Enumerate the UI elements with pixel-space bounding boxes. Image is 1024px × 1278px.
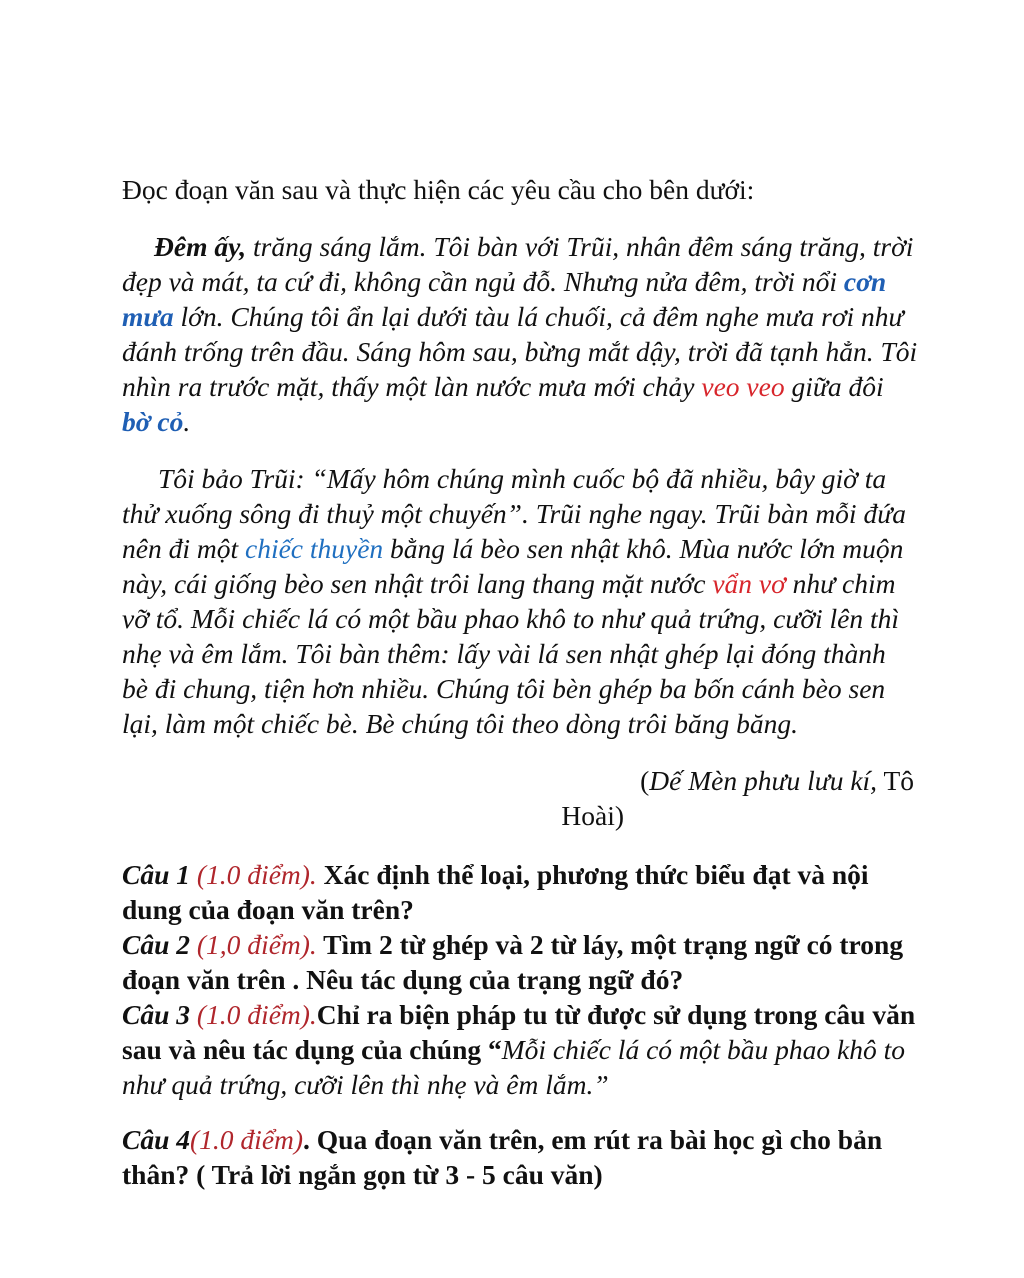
passage-text: bằng lá bèo sen nhật khô. Mùa nước lớn muộn này, cái giống bèo sen nhật trôi lang thang mặt nước [122,533,904,599]
question-points: (1.0 điểm). [190,859,317,890]
passage-text: lớn. Chúng tôi ẩn lại dưới tàu lá chuối, cả đêm nghe mưa rơi như đánh trống trên đầu. Sáng hôm sau, bừng mắt dậy, trời đã tạnh hẳn. Tôi nhìn ra trước mặt, thấy một làn nước mưa mới chảy [122,301,918,402]
questions-section [122,857,918,1192]
question-points: (1,0 điểm). [190,929,317,960]
passage-text: như chim vỡ tổ. Mỗi chiếc lá có một bầu phao khô to như quả trứng, cưỡi lên thì nhẹ và êm lắm. Tôi bàn thêm: lấy vài lá sen nhật ghép lại đóng thành bè đi chung, tiện hơn nhiều. Chúng tôi bèn ghép ba bốn cánh bèo sen lại, làm một chiếc bè. Bè chúng tôi theo dòng trôi băng băng. [122,568,900,739]
passage-paragraph-2 [122,461,918,741]
question-3 [122,997,918,1102]
question-number: Câu 2 [122,929,191,960]
highlight-chiec-thuyen: chiếc thuyền [244,533,384,564]
passage-text: giữa đôi [784,371,884,402]
question-number: Câu 4 [122,1124,191,1155]
passage-paragraph-1 [122,229,918,439]
document-page [122,172,918,1192]
question-points: (1.0 điểm) [190,1124,304,1155]
source-author: Tô [877,765,914,796]
passage-lead-bold: Đêm ấy, [154,231,247,262]
highlight-bo-co: bờ cỏ [122,406,184,437]
question-4 [122,1122,918,1192]
passage-text: Tôi bảo Trũi: “Mấy hôm chúng mình cuốc bộ đã nhiều, bây giờ ta thử xuống sông đi thuỷ một chuyến”. Trũi nghe ngay. Trũi bàn mỗi đứa nên đi một [122,463,906,564]
question-number: Câu 3 [122,999,191,1030]
instruction-text: Đọc đoạn văn sau và thực hiện các yêu cầu cho bên dưới: [122,174,755,205]
question-text: Xác định thể loại, phương thức biểu đạt và nội dung của đoạn văn trên? [122,859,869,925]
question-text: . Qua đoạn văn trên, em rút ra bài học gì cho bản thân? ( Trả lời ngắn gọn từ 3 - 5 câu văn) [122,1124,883,1190]
source-line-1: (Dế Mèn phưu lưu kí, Tô [640,765,914,796]
passage-text: trăng sáng lắm. Tôi bàn với Trũi, nhân đêm sáng trăng, trời đẹp và mát, ta cứ đi, không cần ngủ đỗ. Nhưng nửa đêm, trời nổi [122,231,914,297]
highlight-van-vo: vẩn vơ [712,568,786,599]
highlight-con-mua: cơn mưa [122,266,887,332]
question-quote: Mỗi chiếc lá có một bầu phao khô to như quả trứng, cưỡi lên thì nhẹ và êm lắm.” [122,1034,905,1100]
question-text: Tìm 2 từ ghép và 2 từ láy, một trạng ngữ có trong đoạn văn trên . Nêu tác dụng của trạng ngữ đó? [122,929,904,995]
highlight-veo-veo: veo veo [701,371,785,402]
source-citation [122,763,918,833]
passage-text: . [183,406,191,437]
question-points: (1.0 điểm). [190,999,317,1030]
question-number: Câu 1 [122,859,191,890]
question-2 [122,927,918,997]
source-title: Dế Mèn phưu lưu kí, [649,765,878,796]
question-text: Chỉ ra biện pháp tu từ được sử dụng trong câu văn sau và nêu tác dụng của chúng “ [122,999,916,1065]
source-line-2: Hoài) [561,800,624,831]
question-1 [122,857,918,927]
